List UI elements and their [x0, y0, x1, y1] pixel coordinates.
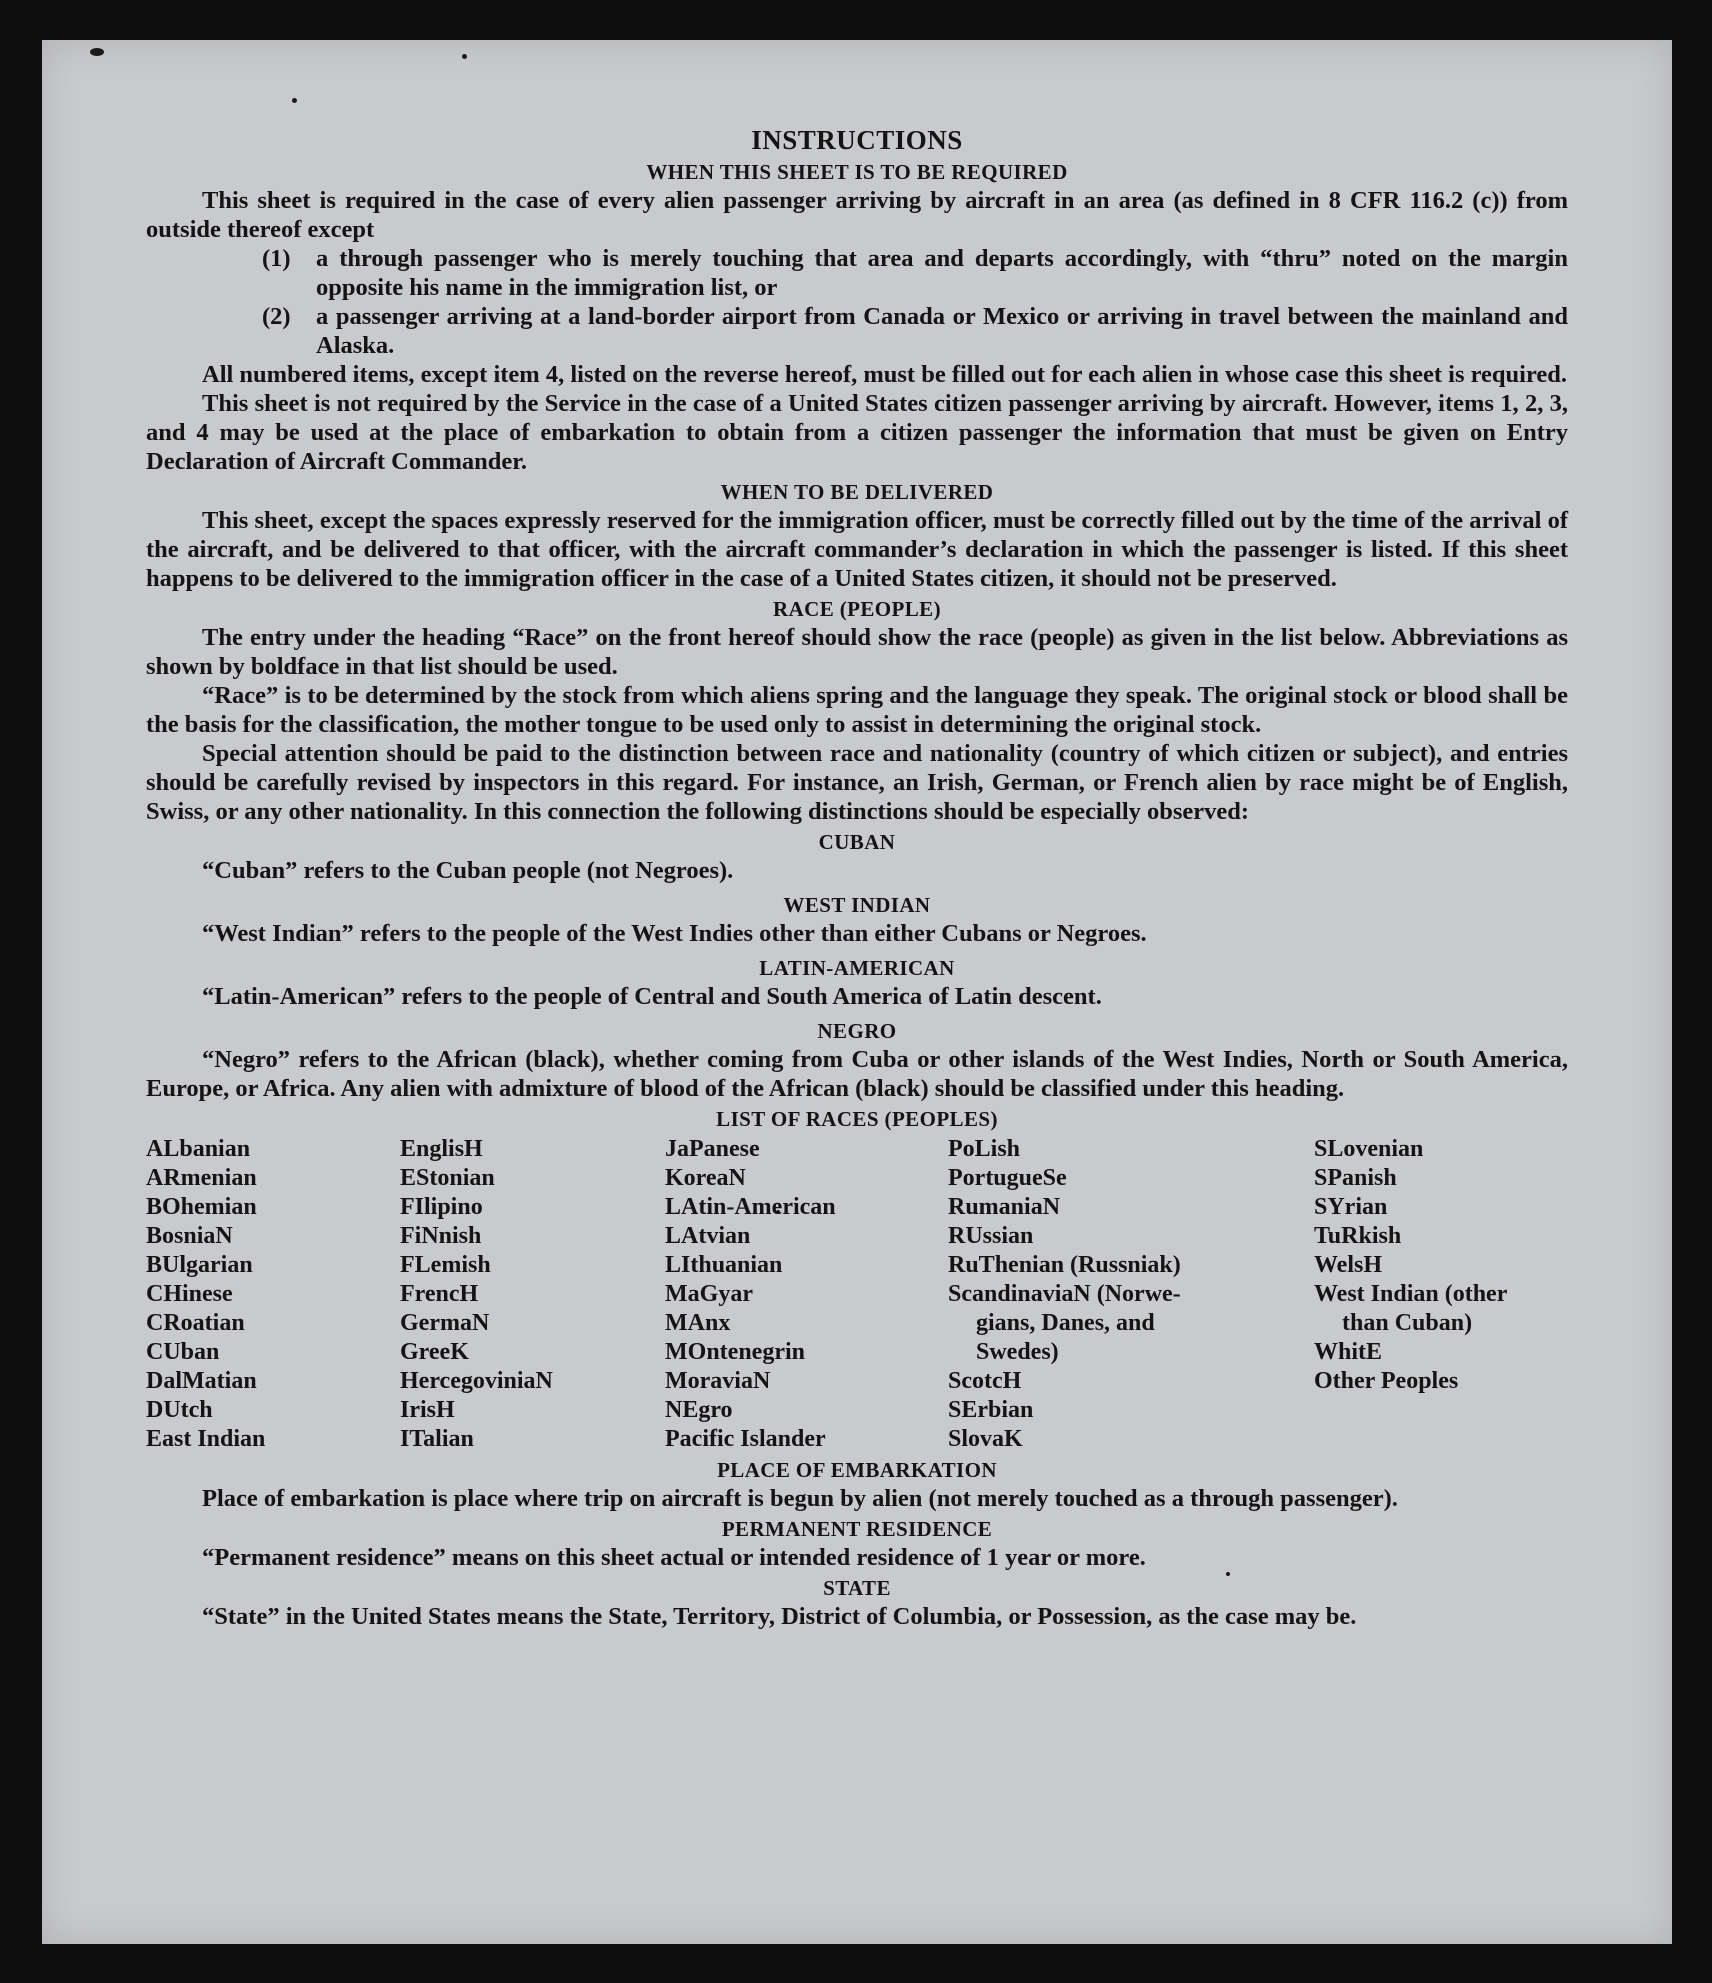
list-item	[262, 244, 1568, 302]
race-entry: CRoatian	[146, 1310, 245, 1336]
race-entry-continued: gians, Danes, and	[976, 1310, 1155, 1336]
race-entry-continued: than Cuban)	[1342, 1310, 1473, 1336]
race-entry: GreeK	[400, 1339, 469, 1365]
race-entry: East Indian	[146, 1426, 266, 1452]
paragraph-negro: “Negro” refers to the African (black), whether coming from Cuba or other islands of the West Indies, North or South America, Europe, or Africa. Any alien with admixture of blood of the African (black) should be classified under this heading.	[146, 1046, 1568, 1102]
heading-place-of-embarkation: PLACE OF EMBARKATION	[717, 1458, 997, 1482]
race-entry: RumaniaN	[948, 1194, 1061, 1220]
race-entry: PoLish	[948, 1136, 1021, 1162]
race-entry: ITalian	[400, 1426, 474, 1452]
heading-negro: NEGRO	[817, 1019, 897, 1043]
ink-speck	[90, 48, 104, 56]
heading-west-indian: WEST INDIAN	[783, 893, 931, 917]
race-entry: ARmenian	[146, 1165, 257, 1191]
race-entry: BUlgarian	[146, 1252, 253, 1278]
heading-state: STATE	[823, 1576, 891, 1600]
race-entry: Other Peoples	[1314, 1368, 1459, 1394]
races-column-4	[948, 1135, 1314, 1454]
heading-list-of-races: LIST OF RACES (PEOPLES)	[716, 1107, 998, 1131]
race-entry: FLemish	[400, 1252, 491, 1278]
paragraph-latin-american: “Latin-American” refers to the people of Central and South America of Latin descent.	[202, 983, 1102, 1010]
race-entry: FiNnish	[400, 1223, 482, 1249]
paragraph-permanent-residence: “Permanent residence” means on this sheet actual or intended residence of 1 year or more.	[202, 1544, 1146, 1571]
race-entry: SPanish	[1314, 1165, 1397, 1191]
race-entry: BOhemian	[146, 1194, 257, 1220]
document-page	[42, 40, 1672, 1944]
races-column-5	[1314, 1135, 1568, 1454]
race-entry: SlovaK	[948, 1426, 1023, 1452]
races-column-2	[400, 1135, 665, 1454]
race-entry: CUban	[146, 1339, 220, 1365]
paragraph-place-of-embarkation: Place of embarkation is place where trip on aircraft is begun by alien (not merely touched as a through passenger).	[202, 1485, 1398, 1512]
race-entry: SYrian	[1314, 1194, 1388, 1220]
paragraph-when-delivered: This sheet, except the spaces expressly reserved for the immigration officer, must be correctly filled out by the time of the arrival of the aircraft, and be delivered to that officer, with the aircraft commander’s declaration in which the passenger is listed. If this sheet happens to be delivered to the immigration officer in the case of a United States citizen, it should not be preserved.	[146, 507, 1568, 592]
paragraph-race-definition: “Race” is to be determined by the stock from which aliens spring and the language they speak. The original stock or blood shall be the basis for the classification, the mother tongue to be used only to assist in determining the original stock.	[146, 682, 1568, 738]
ink-speck	[462, 54, 467, 59]
race-entry: WhitE	[1314, 1339, 1383, 1365]
race-entry: NEgro	[665, 1397, 733, 1423]
race-entry: JaPanese	[665, 1136, 760, 1162]
race-entry: SErbian	[948, 1397, 1034, 1423]
instructions-body	[146, 124, 1568, 1631]
race-entry: PortugueSe	[948, 1165, 1067, 1191]
race-entry: FrencH	[400, 1281, 479, 1307]
race-entry: SLovenian	[1314, 1136, 1424, 1162]
race-entry: KoreaN	[665, 1165, 746, 1191]
list-item	[262, 302, 1568, 360]
race-entry: TuRkish	[1314, 1223, 1402, 1249]
race-entry: Pacific Islander	[665, 1426, 826, 1452]
page-title: INSTRUCTIONS	[751, 125, 963, 155]
paragraph-when-required-intro: This sheet is required in the case of every alien passenger arriving by aircraft in an area (as defined in 8 CFR 116.2 (c)) from outside thereof except	[146, 187, 1568, 243]
race-entry: WelsH	[1314, 1252, 1383, 1278]
race-entry: BosniaN	[146, 1223, 233, 1249]
item-number: (2)	[262, 303, 291, 330]
race-entry: MoraviaN	[665, 1368, 771, 1394]
race-entry: LAtin-American	[665, 1194, 836, 1220]
race-entry: CHinese	[146, 1281, 233, 1307]
paragraph-race-distinction: Special attention should be paid to the distinction between race and nationality (country of which citizen or subject), and entries should be carefully revised by inspectors in this regard. For instance, an Irish, German, or French alien by race might be of English, Swiss, or any other nationality. In this connection the following distinctions should be especially observed:	[146, 740, 1568, 825]
races-column-1	[146, 1135, 400, 1454]
heading-cuban: CUBAN	[818, 830, 896, 854]
item-number: (1)	[262, 245, 291, 272]
races-column-3	[665, 1135, 948, 1454]
race-entry: LIthuanian	[665, 1252, 783, 1278]
race-entry: DUtch	[146, 1397, 213, 1423]
race-entry: RuThenian (Russniak)	[948, 1252, 1181, 1278]
paragraph-numbered-items: All numbered items, except item 4, listed on the reverse hereof, must be filled out for each alien in whose case this sheet is required.	[202, 361, 1568, 388]
heading-latin-american: LATIN-AMERICAN	[759, 956, 955, 980]
item-text: a through passenger who is merely touching that area and departs accordingly, with “thru” noted on the margin opposite his name in the immigration list, or	[316, 245, 1568, 301]
races-table	[146, 1135, 1568, 1454]
heading-when-delivered: WHEN TO BE DELIVERED	[720, 480, 994, 504]
race-entry: DalMatian	[146, 1368, 257, 1394]
race-entry: RUssian	[948, 1223, 1034, 1249]
paragraph-cuban: “Cuban” refers to the Cuban people (not Negroes).	[202, 857, 734, 884]
heading-when-required: WHEN THIS SHEET IS TO BE REQUIRED	[646, 160, 1068, 184]
paragraph-citizen-passenger: This sheet is not required by the Service in the case of a United States citizen passenger arriving by aircraft. However, items 1, 2, 3, and 4 may be used at the place of embarkation to obtain from a citizen passenger the information that must be given on Entry Declaration of Aircraft Commander.	[146, 390, 1568, 475]
race-entry: GermaN	[400, 1310, 490, 1336]
paragraph-west-indian: “West Indian” refers to the people of the West Indies other than either Cubans or Negroes.	[202, 920, 1147, 947]
race-entry: West Indian (other	[1314, 1281, 1508, 1307]
race-entry: MOntenegrin	[665, 1339, 805, 1365]
race-entry: MAnx	[665, 1310, 731, 1336]
heading-race: RACE (PEOPLE)	[773, 597, 941, 621]
item-text: a passenger arriving at a land-border airport from Canada or Mexico or arriving in travel between the mainland and Alaska.	[316, 303, 1568, 359]
ink-speck	[292, 98, 297, 103]
race-entry: LAtvian	[665, 1223, 751, 1249]
race-entry: ScotcH	[948, 1368, 1022, 1394]
race-entry: IrisH	[400, 1397, 455, 1423]
race-entry: EStonian	[400, 1165, 495, 1191]
race-entry: EnglisH	[400, 1136, 483, 1162]
race-entry: FIlipino	[400, 1194, 483, 1220]
race-entry: ALbanian	[146, 1136, 251, 1162]
race-entry-continued: Swedes)	[976, 1339, 1059, 1365]
paragraph-race-entry: The entry under the heading “Race” on the front hereof should show the race (people) as given in the list below. Abbreviations as shown by boldface in that list should be used.	[146, 624, 1568, 680]
heading-permanent-residence: PERMANENT RESIDENCE	[721, 1517, 993, 1541]
race-entry: MaGyar	[665, 1281, 753, 1307]
paragraph-state: “State” in the United States means the State, Territory, District of Columbia, or Possession, as the case may be.	[202, 1603, 1357, 1630]
race-entry: HercegoviniaN	[400, 1368, 553, 1394]
race-entry: ScandinaviaN (Norwe-	[948, 1281, 1181, 1307]
